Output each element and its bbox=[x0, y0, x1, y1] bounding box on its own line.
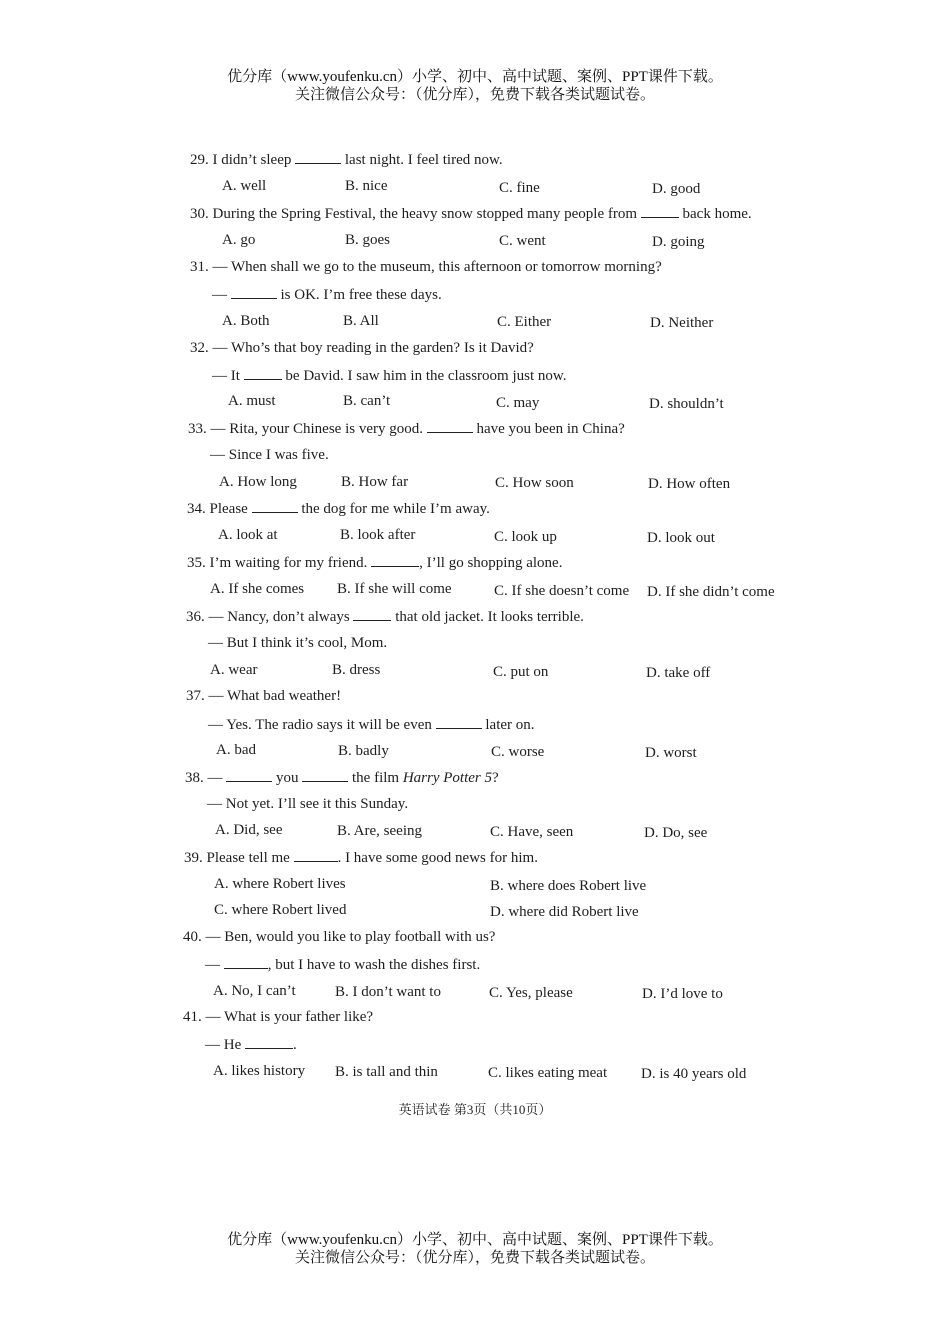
question-39 bbox=[184, 848, 538, 867]
question-text: that old jacket. It looks terrible. bbox=[395, 609, 584, 625]
option-b: B. dress bbox=[332, 662, 381, 678]
option-d: D. Neither bbox=[650, 315, 714, 331]
question-text: — Ben, would you like to play football with us? bbox=[205, 929, 496, 945]
question-text: Please tell me bbox=[206, 850, 290, 866]
option-c: C. may bbox=[496, 395, 540, 411]
question-text: last night. I feel tired now. bbox=[344, 152, 503, 168]
reply-dash: — bbox=[205, 957, 220, 973]
page-footer: 英语试卷 第3页（共10页） bbox=[398, 1102, 552, 1117]
answer-blank bbox=[641, 204, 679, 218]
question-40-reply bbox=[205, 955, 480, 974]
film-title: Harry Potter 5 bbox=[402, 770, 492, 786]
question-34 bbox=[187, 499, 490, 518]
answer-blank bbox=[245, 1035, 293, 1049]
option-a: A. look at bbox=[218, 527, 278, 543]
answer-blank bbox=[231, 285, 277, 299]
question-text: have you been in China? bbox=[476, 421, 625, 437]
option-c: C. likes eating meat bbox=[488, 1065, 608, 1081]
question-mark: ? bbox=[492, 770, 499, 786]
question-text: — What bad weather! bbox=[208, 688, 342, 704]
option-c: C. Yes, please bbox=[489, 985, 573, 1001]
option-a: A. Both bbox=[222, 313, 270, 329]
question-number: 37. bbox=[186, 688, 205, 704]
answer-blank bbox=[244, 366, 282, 380]
option-c: C. worse bbox=[491, 744, 545, 760]
option-c: C. Have, seen bbox=[490, 824, 574, 840]
answer-blank bbox=[302, 768, 348, 782]
question-number: 29. bbox=[190, 152, 209, 168]
question-text: , but I have to wash the dishes first. bbox=[267, 957, 481, 973]
question-number: 31. bbox=[190, 259, 209, 275]
question-text: I’m waiting for my friend. bbox=[209, 555, 368, 571]
question-38 bbox=[185, 768, 499, 787]
question-text: back home. bbox=[682, 206, 752, 222]
question-37 bbox=[186, 687, 341, 705]
banner-line-2: 关注微信公众号：（优分库），免费下载各类试题试卷。 bbox=[294, 87, 655, 103]
option-b: B. is tall and thin bbox=[335, 1064, 438, 1080]
option-d: D. is 40 years old bbox=[641, 1066, 747, 1082]
option-c: C. If she doesn’t come bbox=[494, 583, 630, 599]
option-b: B. where does Robert live bbox=[490, 878, 647, 894]
question-text: . bbox=[293, 1037, 297, 1053]
header-banner bbox=[0, 68, 950, 104]
question-36-reply: — But I think it’s cool, Mom. bbox=[208, 635, 388, 651]
option-b: B. How far bbox=[341, 474, 409, 490]
question-text: be David. I saw him in the classroom just now. bbox=[285, 368, 567, 384]
option-d: D. Do, see bbox=[644, 825, 708, 841]
footer-banner bbox=[0, 1231, 950, 1267]
question-text: — Nancy, don’t always bbox=[208, 609, 350, 625]
question-number: 41. bbox=[183, 1009, 202, 1025]
option-c: C. fine bbox=[499, 180, 540, 196]
question-32 bbox=[190, 339, 534, 357]
answer-blank bbox=[295, 150, 341, 164]
option-a: A. well bbox=[222, 178, 267, 194]
answer-blank bbox=[226, 768, 272, 782]
question-41-reply bbox=[205, 1035, 297, 1054]
question-29 bbox=[190, 150, 503, 169]
reply-dash: — bbox=[207, 770, 223, 786]
question-36 bbox=[186, 607, 584, 626]
answer-blank bbox=[371, 553, 419, 567]
question-text: the film bbox=[352, 770, 400, 786]
banner-line-1: 优分库（www.youfenku.cn）小学、初中、高中试题、案例、PPT课件下载。 bbox=[227, 69, 723, 85]
option-b: B. badly bbox=[338, 743, 389, 759]
option-d: D. I’d love to bbox=[642, 986, 723, 1002]
question-number: 35. bbox=[187, 555, 206, 571]
question-text: is OK. I’m free these days. bbox=[280, 287, 442, 303]
answer-blank bbox=[436, 715, 482, 729]
option-d: D. If she didn’t come bbox=[647, 584, 775, 600]
option-b: B. goes bbox=[345, 232, 390, 248]
question-text: — Yes. The radio says it will be even bbox=[208, 717, 432, 733]
question-33-reply: — Since I was five. bbox=[210, 447, 329, 463]
option-b: B. look after bbox=[340, 527, 416, 543]
question-number: 40. bbox=[183, 929, 202, 945]
option-d: D. take off bbox=[646, 665, 711, 681]
option-d: D. where did Robert live bbox=[490, 904, 639, 920]
option-b: B. I don’t want to bbox=[335, 984, 441, 1000]
question-text: , I’ll go shopping alone. bbox=[419, 555, 563, 571]
question-30 bbox=[190, 204, 752, 223]
question-text: — What is your father like? bbox=[205, 1009, 374, 1025]
option-a: A. Did, see bbox=[215, 822, 283, 838]
option-a: A. go bbox=[222, 232, 256, 248]
option-c: C. went bbox=[499, 233, 546, 249]
question-text: I didn’t sleep bbox=[212, 152, 292, 168]
question-37-reply bbox=[208, 715, 535, 734]
option-a: A. where Robert lives bbox=[214, 876, 346, 892]
question-32-reply bbox=[212, 366, 567, 385]
banner-line-1: 优分库（www.youfenku.cn）小学、初中、高中试题、案例、PPT课件下载。 bbox=[227, 1232, 723, 1248]
option-d: D. How often bbox=[648, 476, 731, 492]
question-number: 34. bbox=[187, 501, 206, 517]
answer-blank bbox=[427, 419, 473, 433]
option-a: A. How long bbox=[219, 474, 297, 490]
question-text: — He bbox=[205, 1037, 242, 1053]
option-a: A. likes history bbox=[213, 1063, 306, 1079]
option-c: C. look up bbox=[494, 529, 557, 545]
option-a: A. must bbox=[228, 393, 276, 409]
option-b: B. All bbox=[343, 313, 379, 329]
answer-blank bbox=[294, 848, 338, 862]
question-text: . I have some good news for him. bbox=[337, 850, 538, 866]
question-text: you bbox=[276, 770, 299, 786]
option-b: B. nice bbox=[345, 178, 388, 194]
option-c: C. where Robert lived bbox=[214, 902, 347, 918]
option-d: D. look out bbox=[647, 530, 715, 546]
question-text: — Rita, your Chinese is very good. bbox=[210, 421, 423, 437]
option-b: B. Are, seeing bbox=[337, 823, 422, 839]
question-number: 36. bbox=[186, 609, 205, 625]
option-a: A. wear bbox=[210, 662, 258, 678]
question-text: later on. bbox=[485, 717, 535, 733]
question-38-reply: — Not yet. I’ll see it this Sunday. bbox=[207, 796, 409, 812]
option-b: B. can’t bbox=[343, 393, 391, 409]
question-31 bbox=[190, 258, 662, 276]
answer-blank bbox=[224, 955, 268, 969]
question-text: During the Spring Festival, the heavy snow stopped many people from bbox=[212, 206, 638, 222]
option-d: D. going bbox=[652, 234, 705, 250]
question-text: Please bbox=[209, 501, 248, 517]
reply-dash: — bbox=[212, 287, 227, 303]
answer-blank bbox=[252, 499, 298, 513]
question-text: the dog for me while I’m away. bbox=[301, 501, 490, 517]
option-a: A. bad bbox=[216, 742, 256, 758]
question-number: 33. bbox=[188, 421, 207, 437]
question-41 bbox=[183, 1008, 373, 1026]
option-b: B. If she will come bbox=[337, 581, 452, 597]
question-31-reply bbox=[212, 285, 442, 304]
question-text: — It bbox=[212, 368, 240, 384]
answer-blank bbox=[353, 607, 391, 621]
option-d: D. worst bbox=[645, 745, 697, 761]
question-number: 38. bbox=[185, 770, 204, 786]
question-number: 32. bbox=[190, 340, 209, 356]
question-number: 39. bbox=[184, 850, 203, 866]
option-d: D. shouldn’t bbox=[649, 396, 724, 412]
question-33 bbox=[188, 419, 625, 438]
option-a: A. No, I can’t bbox=[213, 983, 296, 999]
option-c: C. put on bbox=[493, 664, 549, 680]
option-c: C. How soon bbox=[495, 475, 574, 491]
option-c: C. Either bbox=[497, 314, 552, 330]
question-text: — When shall we go to the museum, this afternoon or tomorrow morning? bbox=[212, 259, 662, 275]
question-40 bbox=[183, 928, 495, 946]
banner-line-2: 关注微信公众号：（优分库），免费下载各类试题试卷。 bbox=[294, 1250, 655, 1266]
question-number: 30. bbox=[190, 206, 209, 222]
question-35 bbox=[187, 553, 562, 572]
option-d: D. good bbox=[652, 181, 701, 197]
option-a: A. If she comes bbox=[210, 581, 305, 597]
question-text: — Who’s that boy reading in the garden? Is it David? bbox=[212, 340, 534, 356]
